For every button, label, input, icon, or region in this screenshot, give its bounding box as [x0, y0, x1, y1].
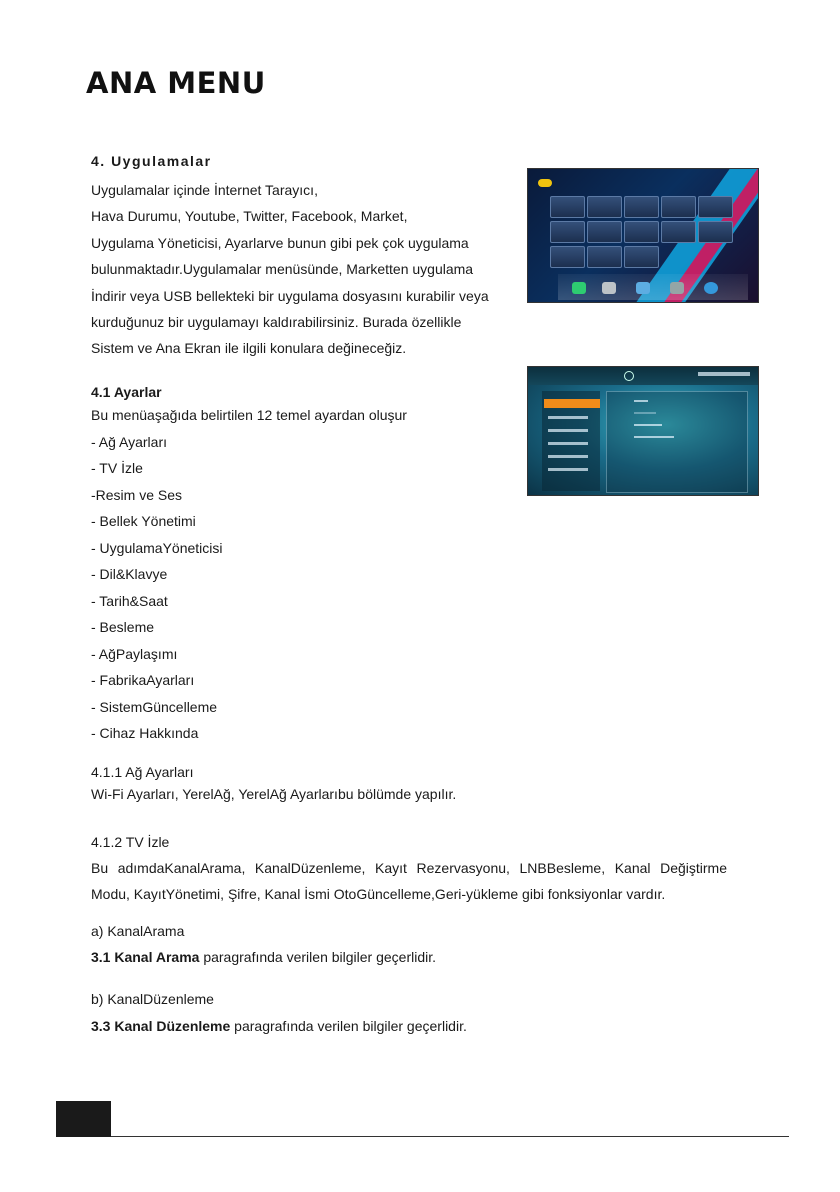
section-body-uygulamalar — [91, 177, 489, 362]
media-icon — [572, 282, 586, 294]
apps-icon — [670, 282, 684, 294]
item-kanal-arama — [91, 918, 436, 971]
list-item: - Dil&Klavye — [91, 566, 168, 582]
live-tv-icon — [636, 282, 650, 294]
body-line: Sistem ve Ana Ekran ile ilgili konulara değineceğiz. — [91, 340, 407, 357]
apps-launcher-screenshot — [527, 168, 759, 303]
list-intro: Bu menüaşağıda belirtilen 12 temel ayardan oluşur — [91, 407, 407, 423]
body-line: bulunmaktadır.Uygulamalar menüsünde, Marketten uygulama — [91, 261, 474, 278]
footer-rule — [111, 1136, 789, 1137]
list-item: - AğPaylaşımı — [91, 645, 178, 662]
list-item: - Cihaz Hakkında — [91, 725, 199, 741]
list-item: - Besleme — [91, 619, 155, 635]
item-label: b) KanalDüzenleme — [91, 991, 214, 1007]
body-line: Uygulama Yöneticisi, Ayarlarve bunun gibi pek çok uygulama — [91, 234, 469, 251]
weather-icon — [538, 179, 552, 187]
subsection-text: Bu adımdaKanalArama, KanalDüzenleme, Kayıt Rezervasyonu, LNBBesleme, Kanal Değiştirme — [91, 860, 727, 876]
subsection-text: Wi-Fi Ayarları, YerelAğ, YerelAğ Ayarlarıbu bölümde yapılır. — [91, 786, 457, 802]
settings-screenshot — [527, 366, 759, 496]
list-item: - SistemGüncelleme — [91, 698, 218, 715]
list-item: - TV İzle — [91, 460, 143, 476]
settings-gear-icon — [624, 371, 634, 381]
item-kanal-duzenleme — [91, 986, 467, 1040]
section-heading-ayarlar: 4.1 Ayarlar — [91, 384, 162, 400]
globe-icon — [704, 282, 718, 294]
list-item: -Resim ve Ses — [91, 486, 183, 503]
list-item: - Ağ Ayarları — [91, 433, 168, 450]
section-ag-ayarlari — [91, 761, 456, 805]
list-item: - Tarih&Saat — [91, 592, 168, 609]
list-item: - UygulamaYöneticisi — [91, 539, 223, 556]
subsection-heading: 4.1.2 TV İzle — [91, 834, 170, 850]
subsection-heading: 4.1.1 Ağ Ayarları — [91, 764, 194, 780]
item-reference — [91, 944, 436, 970]
body-line: kurduğunuz bir uygulamayı kaldırabilirsiniz. Burada özellikle — [91, 314, 462, 331]
page-title: ANA MENU — [86, 66, 266, 100]
reference-rest: paragrafında verilen bilgiler geçerlidir. — [230, 1018, 467, 1034]
item-reference — [91, 1013, 467, 1040]
item-label: a) KanalArama — [91, 923, 185, 939]
body-line: İndirir veya USB bellekteki bir uygulama dosyasını kurabilir veya — [91, 287, 489, 304]
section-heading-uygulamalar: 4. Uygulamalar — [91, 153, 212, 169]
footer-block — [56, 1101, 111, 1137]
body-line: Hava Durumu, Youtube, Twitter, Facebook, Market, — [91, 208, 408, 225]
reference-bold: 3.1 Kanal Arama — [91, 949, 200, 966]
list-item: - FabrikaAyarları — [91, 672, 195, 688]
reference-bold: 3.3 Kanal Düzenleme — [91, 1018, 231, 1034]
subsection-text: Modu, KayıtYönetimi, Şifre, Kanal İsmi OtoGüncelleme,Geri-yükleme gibi fonksiyonlar vardır. — [91, 886, 666, 902]
games-icon — [602, 282, 616, 294]
body-line: Uygulamalar içinde İnternet Tarayıcı, — [91, 182, 318, 198]
section-tv-izle — [91, 829, 727, 907]
settings-list — [91, 402, 407, 747]
reference-rest: paragrafında verilen bilgiler geçerlidir. — [199, 949, 437, 966]
list-item: - Bellek Yönetimi — [91, 513, 196, 529]
